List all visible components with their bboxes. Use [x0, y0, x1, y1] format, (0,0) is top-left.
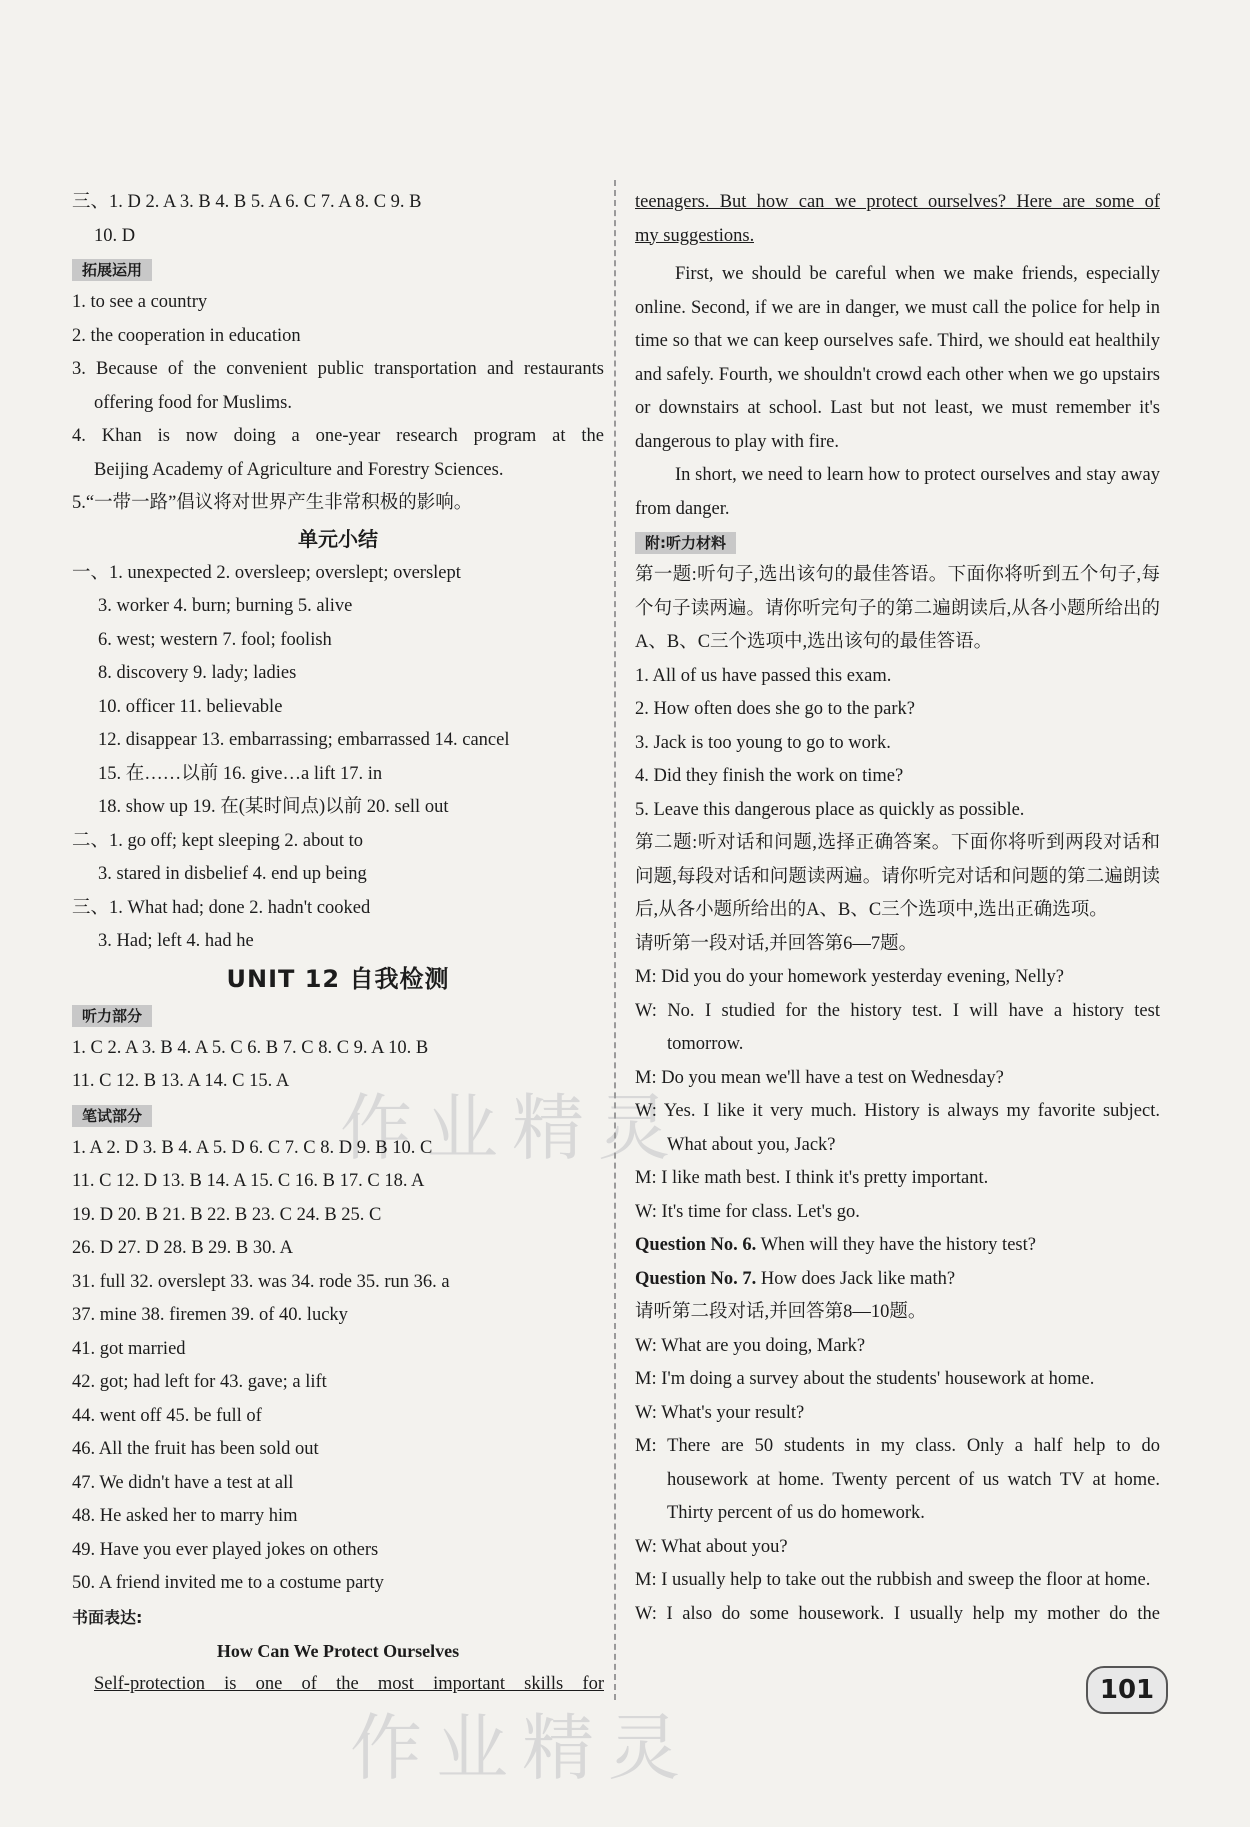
written-answers: 48. He asked her to marry him	[72, 1506, 298, 1526]
dialog2-intro: 请听第二段对话,并回答第8—10题。	[635, 1302, 927, 1322]
summary-line: 一、1. unexpected 2. oversleep; overslept; overslept	[72, 562, 461, 583]
written-answers: 46. All the fruit has been sold out	[72, 1439, 319, 1459]
dialog-line: W: No. I studied for the history test. I will have a history test tomorrow.	[635, 1000, 1160, 1054]
dialog-line: M: Did you do your homework yesterday evening, Nelly?	[635, 967, 1065, 987]
essay-first-line: Self-protection is one of the most important skills for	[94, 1674, 604, 1694]
summary-line: 8. discovery 9. lady; ladies	[98, 663, 297, 683]
written-answers: 47. We didn't have a test at all	[72, 1472, 294, 1493]
written-answers: 42. got; had left for 43. gave; a lift	[72, 1372, 327, 1392]
dialog-line: M: I usually help to take out the rubbish and sweep the floor at home.	[635, 1570, 1151, 1590]
dialog-line: W: I also do some housework. I usually help my mother do the	[635, 1603, 1160, 1624]
summary-line: 18. show up 19. 在(某时间点)以前 20. sell out	[98, 797, 449, 817]
page-number: 101	[1086, 1666, 1168, 1714]
question-6	[635, 1229, 1160, 1263]
question-7-label: Question No. 7.	[635, 1268, 757, 1289]
summary-line: 15. 在……以前 16. give…a lift 17. in	[98, 763, 383, 784]
part2-intro: 第二题:听对话和问题,选择正确答案。下面你将听到两段对话和问题,每段对话和问题读两遍。请你听完对话和问题的第二遍朗读后,从各小题所给出的A、B、C三个选项中,选出正确选项。	[635, 833, 1160, 920]
written-answers: 11. C 12. D 13. B 14. A 15. C 16. B 17. C 18. A	[72, 1171, 425, 1191]
question-6-text: When will they have the history test?	[760, 1235, 1036, 1255]
part1-intro: 第一题:听句子,选出该句的最佳答语。下面你将听到五个句子,每个句子读两遍。请你听完句子的第二遍朗读后,从各小题所给出的A、B、C三个选项中,选出该句的最佳答语。	[635, 565, 1160, 652]
listening-answers: 1. C 2. A 3. B 4. A 5. C 6. B 7. C 8. C 9. A 10. B	[72, 1037, 429, 1058]
extend-item-cont: Beijing Academy of Agriculture and Forestry Sciences.	[94, 459, 504, 480]
essay-title: How Can We Protect Ourselves	[216, 1641, 460, 1661]
dialog-line: W: It's time for class. Let's go.	[635, 1201, 860, 1222]
dialog1-intro: 请听第一段对话,并回答第6—7题。	[635, 933, 918, 954]
part1-item: 4. Did they finish the work on time?	[635, 766, 904, 786]
essay-line: my suggestions.	[635, 225, 755, 246]
part1-item: 2. How often does she go to the park?	[635, 699, 916, 719]
dialog-line: W: What's your result?	[635, 1402, 805, 1423]
section3-answers-cont: 10. D	[94, 225, 136, 246]
summary-line: 3. stared in disbelief 4. end up being	[98, 864, 367, 884]
writing-label: 书面表达:	[72, 1607, 143, 1627]
summary-heading: 单元小结	[298, 526, 378, 551]
essay-paragraph-3: In short, we need to learn how to protect ourselves and stay away from danger.	[635, 465, 1160, 519]
extend-item: 3. Because of the convenient public transportation and restaurants	[72, 359, 604, 379]
written-answers: 49. Have you ever played jokes on others	[72, 1539, 379, 1560]
written-answers: 41. got married	[72, 1338, 186, 1359]
tag-listening: 听力部分	[72, 1005, 152, 1027]
tag-extend: 拓展运用	[72, 259, 152, 281]
tag-appendix: 附:听力材料	[635, 532, 736, 554]
watermark-bottom: 作业精灵	[350, 1706, 695, 1790]
section3-answers: 三、1. D 2. A 3. B 4. B 5. A 6. C 7. A 8. C 9. B	[72, 192, 422, 212]
question-7-text: How does Jack like math?	[760, 1268, 956, 1289]
summary-line: 二、1. go off; kept sleeping 2. about to	[72, 830, 363, 851]
written-answers: 19. D 20. B 21. B 22. B 23. C 24. B 25. C	[72, 1204, 382, 1225]
question-6-label: Question No. 6.	[635, 1235, 757, 1255]
dialog-line: M: I like math best. I think it's pretty important.	[635, 1168, 989, 1188]
dialog-line: W: What are you doing, Mark?	[635, 1335, 866, 1356]
essay-line: teenagers. But how can we protect ourselves? Here are some of	[635, 192, 1160, 212]
written-answers: 31. full 32. overslept 33. was 34. rode 35. run 36. a	[72, 1271, 450, 1292]
summary-line: 6. west; western 7. fool; foolish	[98, 629, 332, 650]
unit-heading: UNIT 12 自我检测	[226, 964, 450, 993]
part1-item: 1. All of us have passed this exam.	[635, 665, 892, 686]
essay-paragraph-2: First, we should be careful when we make friends, especially online. Second, if we are in danger, we must call the police for help in time so that we can keep ourselves safe. Third, we should eat healthily and safely. Fourth, we shouldn't crowd each other when we go upstairs or downstairs at school. Last but not least, we must remember it's dangerous to play with fire.	[635, 264, 1160, 452]
written-answers: 1. A 2. D 3. B 4. A 5. D 6. C 7. C 8. D 9. B 10. C	[72, 1137, 433, 1158]
question-7	[635, 1263, 1160, 1297]
written-answers: 26. D 27. D 28. B 29. B 30. A	[72, 1238, 293, 1258]
part1-item: 5. Leave this dangerous place as quickly as possible.	[635, 799, 1025, 820]
listening-answers: 11. C 12. B 13. A 14. C 15. A	[72, 1071, 290, 1091]
extend-item: 5.“一带一路”倡议将对世界产生非常积极的影响。	[72, 493, 473, 513]
column-divider	[614, 180, 616, 1700]
written-answers: 44. went off 45. be full of	[72, 1405, 262, 1426]
written-answers: 37. mine 38. firemen 39. of 40. lucky	[72, 1305, 348, 1325]
summary-line: 3. worker 4. burn; burning 5. alive	[98, 596, 353, 616]
dialog-line: M: There are 50 students in my class. Only a half help to do housework at home. Twenty percent of us watch TV at home. Thirty percent of us do homework.	[635, 1436, 1160, 1523]
summary-line: 10. officer 11. believable	[98, 696, 283, 717]
extend-item: 1. to see a country	[72, 292, 208, 312]
watermark-mid: 作业精灵	[340, 1086, 685, 1170]
written-answers: 50. A friend invited me to a costume party	[72, 1573, 384, 1593]
extend-item-cont: offering food for Muslims.	[94, 392, 292, 413]
dialog-line: W: What about you?	[635, 1536, 788, 1557]
left-column	[72, 186, 604, 1702]
dialog-line: M: Do you mean we'll have a test on Wednesday?	[635, 1067, 1004, 1088]
extend-item: 2. the cooperation in education	[72, 325, 301, 346]
dialog-line: W: Yes. I like it very much. History is always my favorite subject. What about you, Jack?	[635, 1101, 1160, 1155]
right-column	[635, 186, 1160, 1631]
part1-item: 3. Jack is too young to go to work.	[635, 732, 891, 753]
summary-line: 3. Had; left 4. had he	[98, 931, 254, 951]
dialog-line: M: I'm doing a survey about the students' housework at home.	[635, 1369, 1095, 1389]
tag-written: 笔试部分	[72, 1105, 152, 1127]
summary-line: 三、1. What had; done 2. hadn't cooked	[72, 897, 371, 918]
summary-line: 12. disappear 13. embarrassing; embarrassed 14. cancel	[98, 730, 510, 750]
extend-item: 4. Khan is now doing a one-year research program at the	[72, 426, 604, 446]
